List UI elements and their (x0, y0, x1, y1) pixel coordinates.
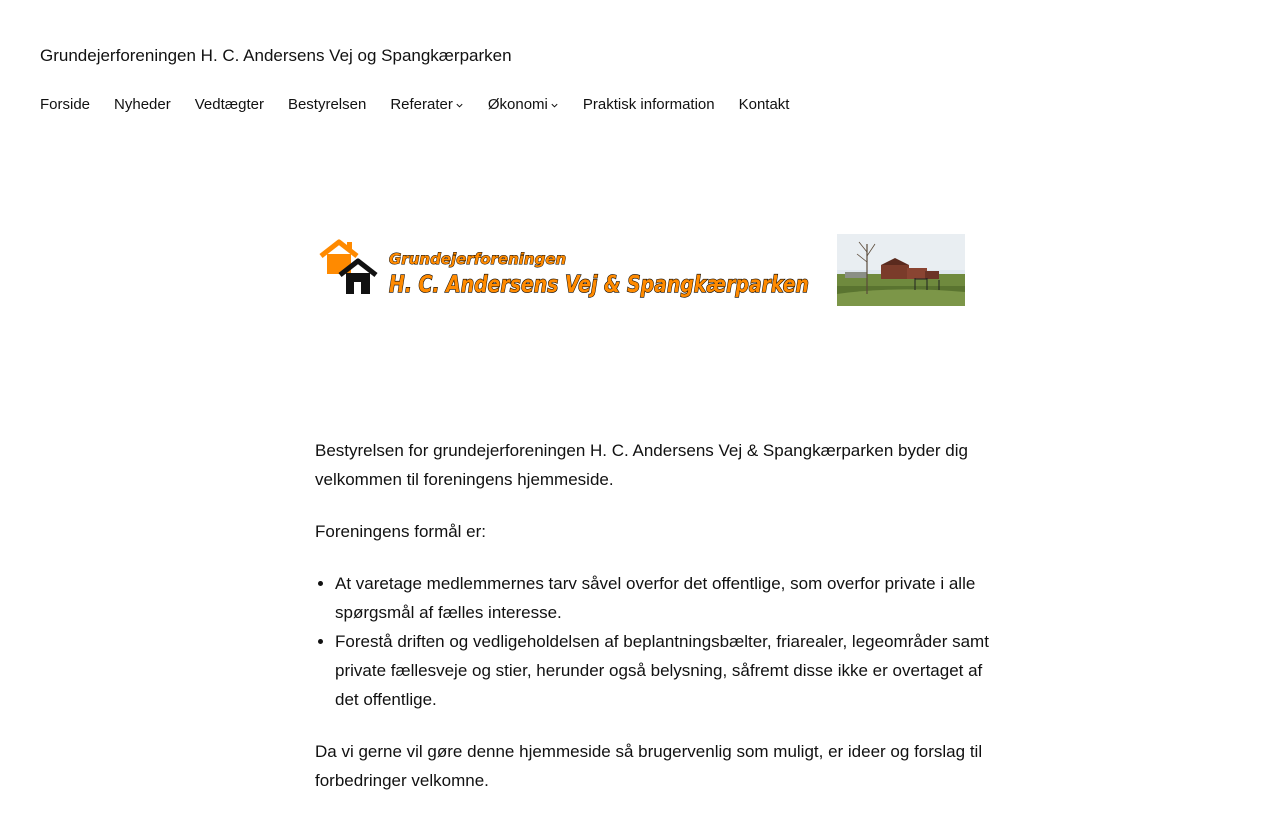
nav-item-referater-label: Referater (390, 96, 453, 113)
chevron-down-icon[interactable] (550, 101, 559, 110)
main-navigation (40, 95, 789, 115)
closing-paragraph: Da vi gerne vil gøre denne hjemmeside så brugervenlig som muligt, er ideer og forslag til forbedringer velkomne. (315, 742, 983, 790)
list-item: • At varetage medlemmernes tarv såvel overfor det offentlige, som overfor private i alle spørgsmål af fælles interesse. (335, 569, 995, 627)
intro-paragraph: Bestyrelsen for grundejerforeningen H. C. Andersens Vej & Spangkærparken byder dig velkommen til foreningens hjemmeside. (315, 441, 968, 489)
park-photo-image (837, 234, 965, 306)
banner-small-text: Grundejerforeningen (389, 250, 567, 268)
nav-item-forside[interactable]: Forside (40, 96, 91, 113)
nav-item-okonomi-label: Økonomi (487, 96, 548, 113)
nav-item-referater[interactable] (390, 95, 464, 115)
nav-item-bestyrelsen[interactable]: Bestyrelsen (287, 96, 367, 113)
nav-item-nyheder[interactable]: Nyheder (114, 96, 171, 113)
site-header (40, 44, 1240, 68)
chevron-down-icon[interactable] (455, 101, 464, 110)
nav-item-praktisk-information[interactable]: Praktisk information (582, 96, 715, 113)
nav-item-okonomi[interactable] (488, 95, 559, 115)
purpose-heading: Foreningens formål er: (315, 522, 487, 541)
site-title-link[interactable]: Grundejerforeningen H. C. Andersens Vej og Spangkærparken (40, 46, 512, 65)
header-banner (315, 234, 965, 306)
nav-item-vedtaegter[interactable]: Vedtægter (194, 96, 264, 113)
banner-image (315, 234, 965, 306)
banner-big-text: H. C. Andersens Vej & Spangkærparken (389, 272, 809, 298)
list-item: • Forestå driften og vedligeholdelsen af beplantningsbælter, friarealer, legeområder samt private fællesveje og stier, herunder også belysning, såfremt disse ikke er overtaget af det offentlige. (335, 627, 995, 714)
purpose-list (315, 569, 995, 714)
nav-item-kontakt[interactable]: Kontakt (738, 96, 790, 113)
main-content (315, 436, 995, 818)
